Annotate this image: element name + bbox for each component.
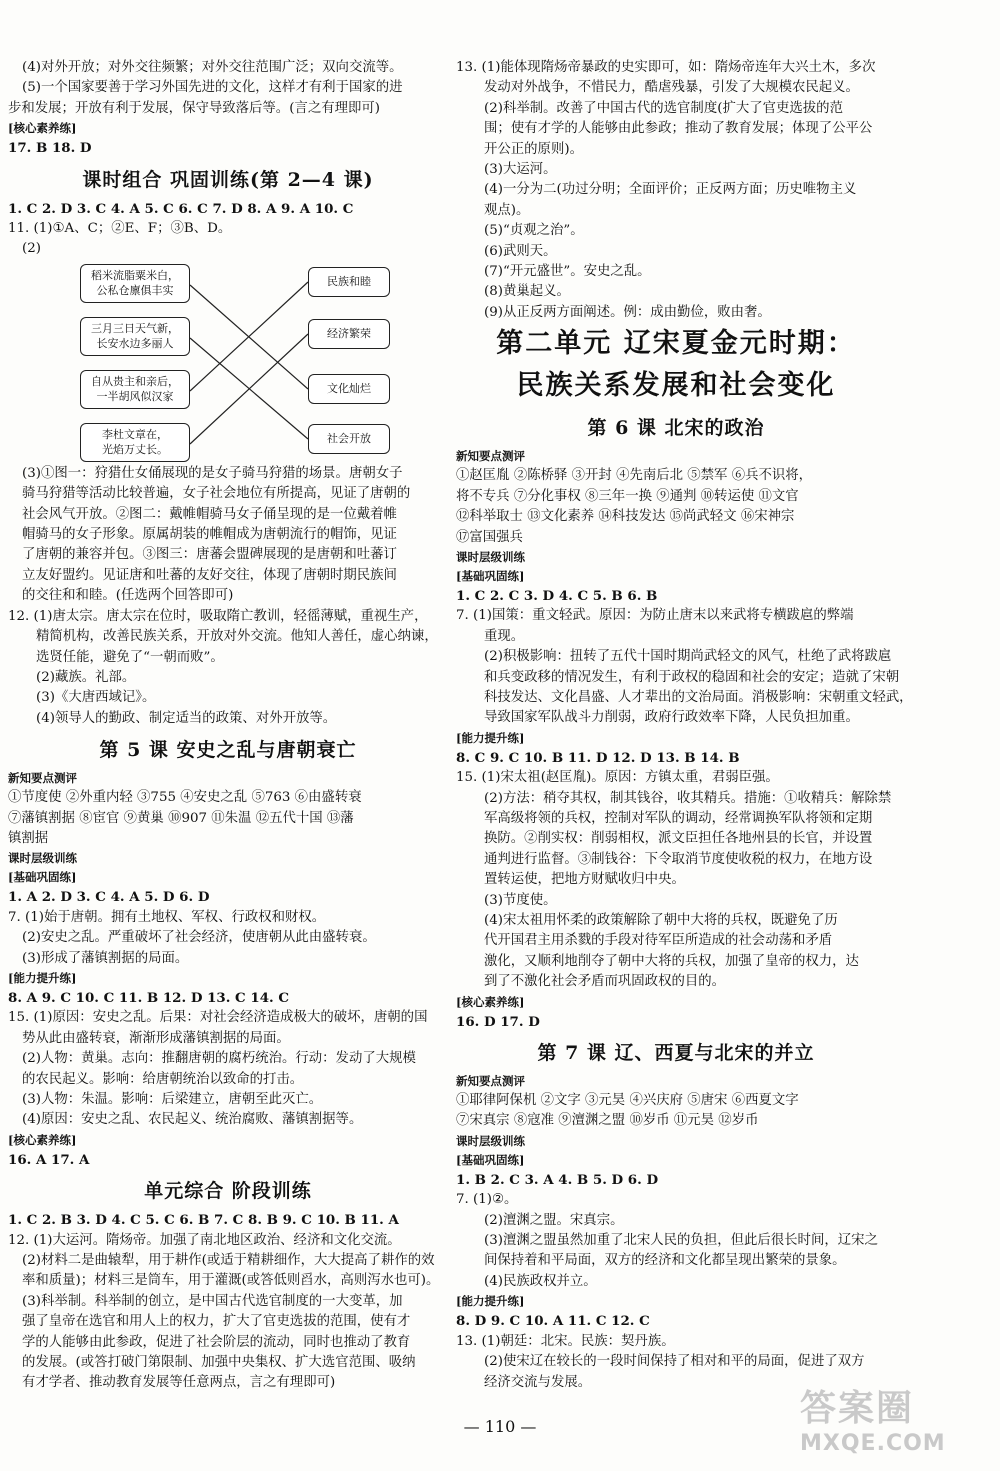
text-line: (3)大运河。: [484, 162, 557, 178]
answer-line: 8. D 9. C 10. A 11. C 12. C: [456, 1313, 650, 1330]
text-line: 经济交流与发展。: [484, 1374, 592, 1390]
text-line: (8)黄巢起义。: [484, 284, 570, 300]
section-label: [基础巩固练]: [456, 1152, 525, 1167]
text-line: 将不专兵 ⑦分化事权 ⑧三年一换 ⑨通判 ⑩转运使 ⑪文官: [456, 488, 799, 504]
lesson-title: 第 7 课 辽、西夏与北宋的并立: [537, 1042, 815, 1065]
section-label: 新知要点测评: [8, 771, 77, 786]
text-line: 率和质量)；材料三是筒车，用于灌溉(或答低则舀水，高则泻水也可)。: [22, 1273, 440, 1289]
text-line: 军高级将领的兵权，控制对军队的调动，经常调换军队将领和定期: [484, 810, 873, 826]
text-line: 7. (1)始于唐朝。拥有土地权、军权、行政权和财权。: [8, 909, 326, 925]
text-line: (4)领导人的勤政、制定适当的政策、对外开放等。: [36, 710, 337, 726]
answer-line: 1. C 2. D 3. C 4. A 5. C 6. C 7. D 8. A 9. A 10. C: [8, 200, 354, 217]
section-label: [能力提升练]: [8, 970, 77, 985]
text-line: (4)原因：安史之乱、农民起义、统治腐败、藩镇割据等。: [22, 1112, 363, 1128]
text-line: (5)“贞观之治”。: [484, 223, 584, 239]
text-line: 间保持着和平局面，双方的经济和文化都呈现出繁荣的景象。: [484, 1253, 846, 1269]
answer-line: 16. D 17. D: [456, 1013, 540, 1030]
text-line: (4)民族政权并立。: [484, 1273, 597, 1289]
text-line: 观点)。: [484, 202, 530, 218]
text-line: 步和发展；开放有利于发展，保守导致落后等。(言之有理即可): [8, 100, 380, 116]
text-line: (2)材料二是曲辕犁，用于耕作(或适于精耕细作，大大提高了耕作的效: [22, 1253, 435, 1269]
diagram-right-box: 社会开放: [308, 424, 390, 454]
text-line: 有才学者、推动教育发展等任意两点，言之有理即可): [22, 1375, 336, 1391]
text-line: 骑马狩猎等活动比较普遍，女子社会地位有所提高，见证了唐朝的: [22, 486, 411, 502]
section-label: 课时层级训练: [8, 851, 77, 866]
answer-line: 8. C 9. C 10. B 11. D 12. D 13. B 14. B: [456, 749, 740, 766]
text-line: 精简机构，改善民族关系，开放对外交流。他知人善任，虚心纳谏，: [36, 629, 438, 645]
answer-line: 1. C 2. C 3. D 4. C 5. B 6. B: [456, 587, 658, 604]
section-label: 课时层级训练: [456, 549, 525, 564]
text-line: 重现。: [484, 628, 525, 644]
section-label: 新知要点测评: [456, 1074, 525, 1089]
text-line: (2)澶渊之盟。宋真宗。: [484, 1212, 624, 1228]
text-line: 12. (1)大运河。隋炀帝。加强了南北地区政治、经济和文化交流。: [8, 1232, 401, 1248]
text-line: (7)“开元盛世”。安史之乱。: [484, 264, 651, 280]
text-line: (2)积极影响：扭转了五代十国时期尚武轻文的风气，杜绝了武将跋扈: [484, 649, 892, 665]
diagram-right-box: 经济繁荣: [308, 319, 390, 349]
text-line: ①赵匡胤 ②陈桥驿 ③开封 ④先南后北 ⑤禁军 ⑥兵不识将，: [456, 468, 813, 484]
text-line: 开公正的原则)。: [484, 141, 583, 157]
section-label: 新知要点测评: [456, 449, 525, 464]
diagram-left-box: 稻米流脂粟米白， 公私仓廪俱丰实: [80, 264, 190, 303]
text-line: 镇割据: [8, 830, 49, 846]
text-line: ①节度使 ②外重内轻 ③755 ④安史之乱 ⑤763 ⑥由盛转衰: [8, 790, 362, 806]
text-line: 势从此由盛转衰，渐渐形成藩镇割据的局面。: [22, 1030, 290, 1046]
diagram-left-box: 李杜文章在， 光焰万丈长。: [80, 423, 190, 462]
text-line: 7. (1)国策：重文轻武。原因：为防止唐末以来武将专横跋扈的弊端: [456, 608, 854, 624]
text-line: 科技发达、文化昌盛、人才辈出的文治局面。消极影响：宋朝重文轻武，: [484, 689, 913, 705]
section-label: [核心素养练]: [8, 121, 77, 136]
answer-line: 1. B 2. C 3. A 4. B 5. D 6. D: [456, 1171, 659, 1188]
text-line: (3)①图一：狩猎仕女俑展现的是女子骑马狩猎的场景。唐朝女子: [22, 465, 403, 481]
section-label: [能力提升练]: [456, 730, 525, 745]
text-line: (9)从正反两方面阐述。例：成由勤俭，败由奢。: [484, 304, 771, 320]
text-line: (2)使宋辽在较长的一段时间保持了相对和平的局面，促进了双方: [484, 1354, 865, 1370]
diagram-right-box: 文化灿烂: [308, 374, 390, 404]
section-label: [核心素养练]: [8, 1132, 77, 1147]
text-line: 15. (1)原因：安史之乱。后果：对社会经济造成极大的破坏，唐朝的国: [8, 1010, 428, 1026]
lesson-title: 第 6 课 北宋的政治: [587, 417, 765, 440]
text-line: 选贤任能，避免了“一朝而败”。: [36, 649, 224, 665]
text-line: 的交往和和睦。(任选两个回答即可): [22, 588, 234, 604]
text-line: 换防。②削实权：削弱相权，派文臣担任各地州县的长官，并设置: [484, 831, 873, 847]
text-line: 13. (1)能体现隋炀帝暴政的史实即可，如：隋炀帝连年大兴土木，多次: [456, 60, 876, 75]
text-line: (3)节度使。: [484, 892, 557, 908]
text-line: ⑫科举取士 ⑬文化素养 ⑭科技发达 ⑮尚武轻文 ⑯宋神宗: [456, 509, 795, 525]
unit-title: 第二单元 辽宋夏金元时期：: [496, 328, 856, 360]
text-line: 社会风气开放。②图二：戴帷帽骑马女子俑呈现的是一位戴着帷: [22, 506, 397, 522]
lesson-title: 课时组合 巩固训练(第 2—4 课): [82, 168, 374, 191]
text-line: 立友好盟约。见证唐和吐蕃的友好交往，体现了唐朝时期民族间: [22, 567, 397, 583]
page-number: — 110 —: [463, 1417, 537, 1436]
text-line: (2)方法：稍夺其权，制其钱谷，收其精兵。措施：①收精兵：解除禁: [484, 790, 892, 806]
section-label: [能力提升练]: [456, 1294, 525, 1309]
answer-line: 1. A 2. D 3. C 4. A 5. D 6. D: [8, 889, 210, 906]
text-line: (2): [22, 241, 41, 257]
text-line: (2)科举制。改善了中国古代的选官制度(扩大了官吏选拔的范: [484, 100, 843, 116]
text-line: 帽骑马的女子形象。原属胡装的帷帽成为唐朝流行的帽饰，见证: [22, 527, 397, 543]
unit-title: 民族关系发展和社会变化: [516, 370, 836, 402]
text-line: 围；使有才学的人能够由此参政；推动了教育发展；体现了公平公: [484, 121, 873, 137]
section-label: 课时层级训练: [456, 1133, 525, 1148]
text-line: (3)人物：朱温。影响：后梁建立，唐朝至此灭亡。: [22, 1092, 323, 1107]
diagram-right-box: 民族和睦: [308, 267, 390, 297]
text-line: (4)宋太祖用怀柔的政策解除了朝中大将的兵权，既避免了历: [484, 913, 838, 928]
text-line: (3)澶渊之盟虽然加重了北宋人民的负担，但此后很长时间，辽宋之: [484, 1233, 878, 1249]
text-line: (6)武则天。: [484, 243, 557, 259]
text-line: 11. (1)①A、C；②E、F；③B、D。: [8, 221, 232, 237]
text-line: 13. (1)朝廷：北宋。民族：契丹族。: [456, 1333, 675, 1349]
text-line: 15. (1)宋太祖(赵匡胤)。原因：方镇太重，君弱臣强。: [456, 770, 779, 786]
text-line: ⑰富国强兵: [456, 529, 523, 545]
diagram-left-box: 三月三日天气新， 长安水边多丽人: [80, 317, 190, 356]
text-line: 7. (1)②。: [456, 1192, 518, 1208]
text-line: 激化，又顺利地削夺了朝中大将的兵权，加强了皇帝的权力，达: [484, 953, 859, 969]
watermark-text: 答案圈: [800, 1388, 915, 1429]
text-line: (5)一个国家要善于学习外国先进的文化，这样才有利于国家的进: [22, 80, 403, 96]
lesson-title: 第 5 课 安史之乱与唐朝衰亡: [99, 739, 357, 762]
right-column: [456, 58, 913, 1393]
watermark-logo: [800, 1380, 990, 1466]
text-line: 学的人能够由此参政，促进了社会阶层的流动，同时也推动了教育: [22, 1334, 411, 1350]
match-line: [190, 334, 308, 444]
left-column: [8, 58, 448, 1394]
lesson-title: 单元综合 阶段训练: [144, 1180, 312, 1203]
text-line: 12. (1)唐太宗。唐太宗在位时，吸取隋亡教训，轻徭薄赋，重视生产，: [8, 608, 428, 624]
text-line: 置转运使，把地方财赋收归中央。: [484, 872, 685, 888]
text-line: (3)科举制。科举制的创立，是中国古代选官制度的一大变革，加: [22, 1293, 403, 1309]
matching-diagram: [8, 262, 448, 462]
text-line: ⑦宋真宗 ⑧寇准 ⑨澶渊之盟 ⑩岁币 ⑪元昊 ⑫岁币: [456, 1113, 759, 1129]
text-line: (3)《大唐西域记》。: [36, 690, 156, 706]
text-line: 的发展。(或答打破门第限制、加强中央集权、扩大选官范围、吸纳: [22, 1355, 416, 1371]
section-label: [基础巩固练]: [456, 568, 525, 583]
text-line: (2)安史之乱。严重破坏了社会经济，使唐朝从此由盛转衰。: [22, 930, 376, 946]
answer-line: 17. B 18. D: [8, 140, 92, 157]
text-line: 了唐朝的兼容并包。③图三：唐蕃会盟碑展现的是唐朝和吐蕃订: [22, 547, 397, 563]
watermark-url: MXQE.COM: [800, 1431, 946, 1456]
text-line: 代开国君主用杀戮的手段对待军臣所造成的社会动荡和矛盾: [484, 933, 833, 949]
text-line: 发动对外战争，不惜民力，酷虐残暴，引发了大规模农民起义。: [484, 80, 859, 96]
text-line: (2)人物：黄巢。志向：推翻唐朝的腐朽统治。行动：发动了大规模: [22, 1051, 416, 1067]
text-line: ⑦藩镇割据 ⑧宦官 ⑨黄巢 ⑩907 ⑪朱温 ⑫五代十国 ⑬藩: [8, 810, 354, 826]
diagram-left-box: 自从贵主和亲后， 一半胡风似汉家: [80, 370, 190, 409]
text-line: (3)形成了藩镇割据的局面。: [22, 950, 189, 966]
text-line: (4)对外开放；对外交往频繁；对外交往范围广泛；双向交流等。: [22, 60, 403, 75]
answer-line: 8. A 9. C 10. C 11. B 12. D 13. C 14. C: [8, 989, 289, 1006]
match-line: [190, 282, 308, 391]
text-line: 和兵变政移的情况发生，有利于政权的稳固和社会的安定；造就了宋朝: [484, 669, 900, 685]
answer-line: 1. C 2. B 3. D 4. C 5. C 6. B 7. C 8. B 9. C 10. B 11. A: [8, 1212, 399, 1229]
text-line: 通判进行监督。③制钱谷：下令取消节度使收税的权力，在地方设: [484, 851, 873, 867]
section-label: [核心素养练]: [456, 994, 525, 1009]
text-line: 到了不激化社会矛盾而巩固政权的目的。: [484, 974, 726, 990]
text-line: ①耶律阿保机 ②文字 ③元昊 ④兴庆府 ⑤唐宋 ⑥西夏文字: [456, 1093, 799, 1109]
text-line: (2)藏族。礼部。: [36, 669, 136, 685]
text-line: 的农民起义。影响：给唐朝统治以致命的打击。: [22, 1071, 304, 1087]
text-line: 强了皇帝在选官和用人上的权力，扩大了官吏选拔的范围，使有才: [22, 1314, 411, 1330]
section-label: [基础巩固练]: [8, 870, 77, 885]
text-line: 导致国家军队战斗力削弱，政府行政效率下降，人民负担加重。: [484, 710, 859, 726]
text-line: (4)一分为二(功过分明；全面评价；正反两方面；历史唯物主义: [484, 182, 857, 198]
answer-line: 16. A 17. A: [8, 1151, 90, 1168]
